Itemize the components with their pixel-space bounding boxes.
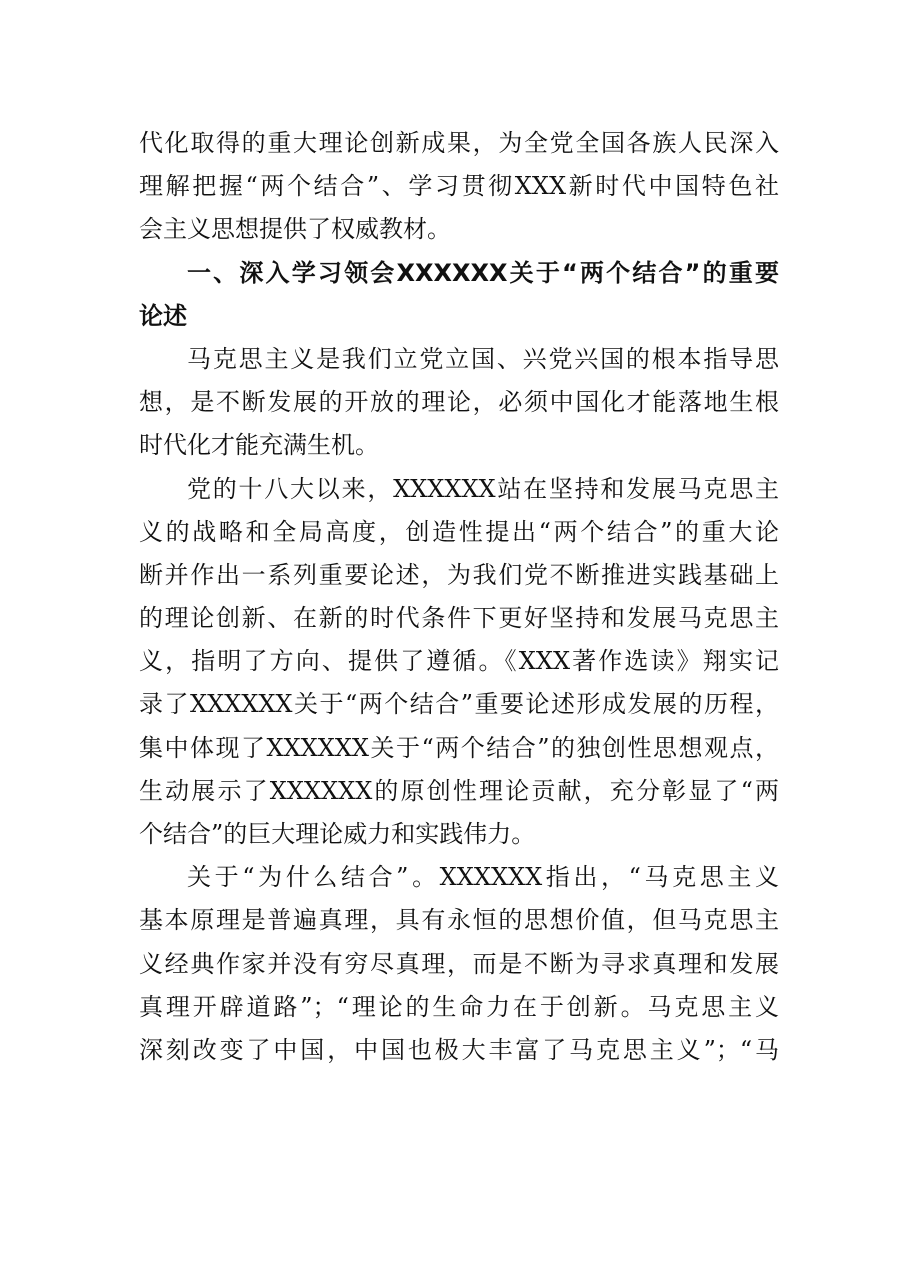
text-line: 真理开辟道路”；“理论的生命力在于创新。马克思主义 <box>139 992 779 1021</box>
text-line: 生动展示了XXXXXX的原创性理论贡献，充分彰显了“两 <box>139 776 779 805</box>
document-body <box>139 122 779 1072</box>
section-heading <box>139 252 779 338</box>
text-line: 想，是不断发展的开放的理论，必须中国化才能落地生根 <box>139 388 779 417</box>
text-line: 基本原理是普遍真理，具有永恒的思想价值，但马克思主 <box>139 906 779 935</box>
text-line: 断并作出一系列重要论述，为我们党不断推进实践基础上 <box>139 560 779 589</box>
text-line: 理解把握“两个结合”、学习贯彻XXX新时代中国特色社 <box>139 172 779 201</box>
heading-line: 论述 <box>139 301 187 330</box>
text-line: 义的战略和全局高度，创造性提出“两个结合”的重大论 <box>139 517 779 546</box>
text-line: 义经典作家并没有穷尽真理，而是不断为寻求真理和发展 <box>139 949 779 978</box>
paragraph <box>139 468 779 857</box>
text-line: 马克思主义是我们立党立国、兴党兴国的根本指导思 <box>187 344 779 373</box>
text-line: 关于“为什么结合”。XXXXXX指出，“马克思主义 <box>187 863 779 892</box>
paragraph <box>139 856 779 1072</box>
text-line: 深刻改变了中国，中国也极大丰富了马克思主义”；“马 <box>139 1035 779 1064</box>
text-line: 会主义思想提供了权威教材。 <box>139 215 451 244</box>
text-line: 时代化才能充满生机。 <box>139 431 379 460</box>
heading-line: 一、深入学习领会XXXXXX关于“两个结合”的重要 <box>187 258 779 287</box>
text-line: 录了XXXXXX关于“两个结合”重要论述形成发展的历程， <box>139 690 779 719</box>
text-line: 个结合”的巨大理论威力和实践伟力。 <box>139 820 536 848</box>
paragraph <box>139 122 779 252</box>
text-line: 代化取得的重大理论创新成果，为全党全国各族人民深入 <box>139 129 779 157</box>
text-line: 党的十八大以来，XXXXXX站在坚持和发展马克思主 <box>187 474 779 503</box>
paragraph <box>139 338 779 468</box>
text-line: 的理论创新、在新的时代条件下更好坚持和发展马克思主 <box>139 604 779 633</box>
text-line: 义，指明了方向、提供了遵循。《XXX著作选读》翔实记 <box>139 647 779 676</box>
text-line: 集中体现了XXXXXX关于“两个结合”的独创性思想观点， <box>139 733 779 762</box>
